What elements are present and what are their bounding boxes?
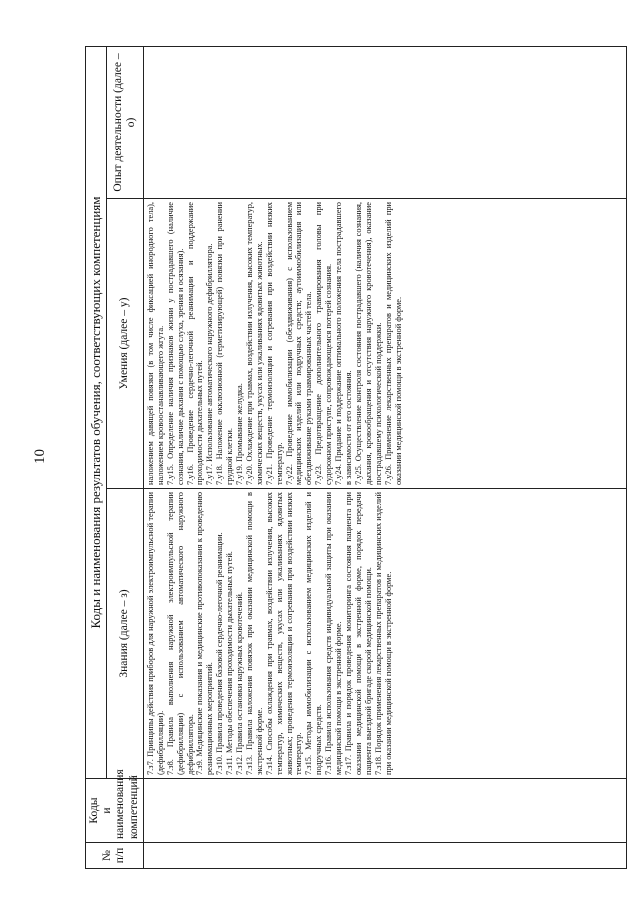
competencies-table-sheet [85, 47, 627, 869]
cell-skills [143, 199, 626, 489]
knowledge-item: 7.з9. Медицинские показания и медицинские противопоказания к проведению реанимационных мероприятий. [195, 492, 215, 775]
knowledge-item: 7.з17. Правила и порядок проведения мониторинга состояния пациента при оказании медицинской помощи в экстренной форме, порядок передачи пациента выездной бригаде скорой медицинской помощи. [344, 492, 373, 775]
knowledge-item: 7.з13. Правила наложения повязок при оказании медицинской помощи в экстренной форме. [244, 492, 264, 775]
cell-number [143, 843, 626, 869]
competencies-table [85, 46, 627, 869]
cell-knowledge [143, 489, 626, 779]
knowledge-item: 7.з10. Правила проведения базовой сердечно-легочной реанимации. [215, 532, 225, 775]
header-codes: Коды и наименования компетенций [86, 779, 144, 843]
skill-item: 7.у16. Проведение сердечно-легочной реанимации и поддержание проходимости дыхательных путей. [185, 202, 205, 485]
knowledge-item: 7.з12. Правила остановки наружных кровотечений. [235, 592, 245, 775]
skill-item: 7.у21. Проведение термоизоляции и согревания при воздействии низких температур. [264, 202, 284, 485]
knowledge-item: 7.з7. Принципы действия приборов для наружной электроимпульсной терапии (дефибрилляции). [145, 492, 165, 775]
skill-item: 7.у26. Применение лекарственных препаратов и медицинских изделий при оказании медицинской помощи в экстренной форме. [383, 202, 403, 485]
knowledge-item: 7.з14. Способы охлаждения при травмах, воздействии излучения, высоких температур, химических веществ, укусах или ужаливаниях ядовитых животных; проведения термоизоляции и согревания при воздействии низких температур. [264, 492, 304, 775]
skill-item: 7.у22. Проведение иммобилизации (обездвиживания) с использованием медицинских изделий или подручных средств; аутоиммобилизация или обездвиживание руками травмированных частей тела. [284, 202, 314, 485]
skill-item: 7.у17. Использование автоматического наружного дефибриллятора. [205, 243, 215, 485]
page-number [20, 436, 60, 476]
header-results-group: Коды и наименования результатов обучения, соответствующих компетенциям [86, 47, 107, 779]
knowledge-item: 7.з15. Методы иммобилизации с использованием медицинских изделий и подручных средств. [304, 492, 324, 775]
knowledge-item: 7.з11. Методы обеспечения проходимости дыхательных путей. [225, 551, 235, 775]
cell-codes [143, 779, 626, 843]
skill-item: 7.у18. Наложение окклюзионной (герметизирующей) повязки при ранении грудной клетки. [215, 202, 235, 485]
header-experience: Опыт деятельности (далее – о) [107, 47, 144, 199]
skill-item: 7.у19. Промывание желудка. [235, 383, 245, 485]
knowledge-item: 7.з18. Порядок применения лекарственных препаратов и медицинских изделий при оказании медицинской помощи в экстренной форме. [373, 492, 393, 775]
knowledge-item: 7.з8. Правила выполнения наружной электроимпульсной терапии (дефибрилляции) с использованием автоматического наружного дефибриллятора. [165, 492, 195, 775]
skill-item: 7.у15. Определение наличия признаков жизни у пострадавшего (наличие сознания, наличие дыхания с помощью слуха, зрения и осязания). [165, 202, 185, 485]
page-number-text: 10 [31, 448, 48, 464]
skill-item: 7.у25. Осуществление контроля состояния пострадавшего (наличия сознания, дыхания, кровообращения и отсутствия наружного кровотечения), оказание пострадавшему психологической поддержки. [353, 202, 383, 485]
cell-experience [143, 47, 626, 199]
skill-item: 7.у24. Придание и поддержание оптимального положения тела пострадавшего в зависимости от его состояния. [334, 202, 353, 485]
skill-item: наложением давящей повязки (в том числе фиксацией инородного тела), наложением кровоостанавливающего жгута. [145, 202, 165, 485]
knowledge-item: 7.з16. Правила использования средств индивидуальной защиты при оказании медицинской помощи в экстренной форме. [324, 492, 344, 775]
header-number: № п/п [86, 843, 144, 869]
skill-item: 7.у20. Охлаждение при травмах, воздействии излучения, высоких температур, химических веществ, укусах или ужаливаниях ядовитых животных. [244, 202, 264, 485]
skill-item: 7.у23. Предотвращение дополнительного травмирования головы при судорожном приступе, сопровождающемся потерей сознания. [314, 202, 334, 485]
header-skills: Умения (далее – у) [107, 199, 144, 489]
header-knowledge: Знания (далее – з) [107, 489, 144, 779]
